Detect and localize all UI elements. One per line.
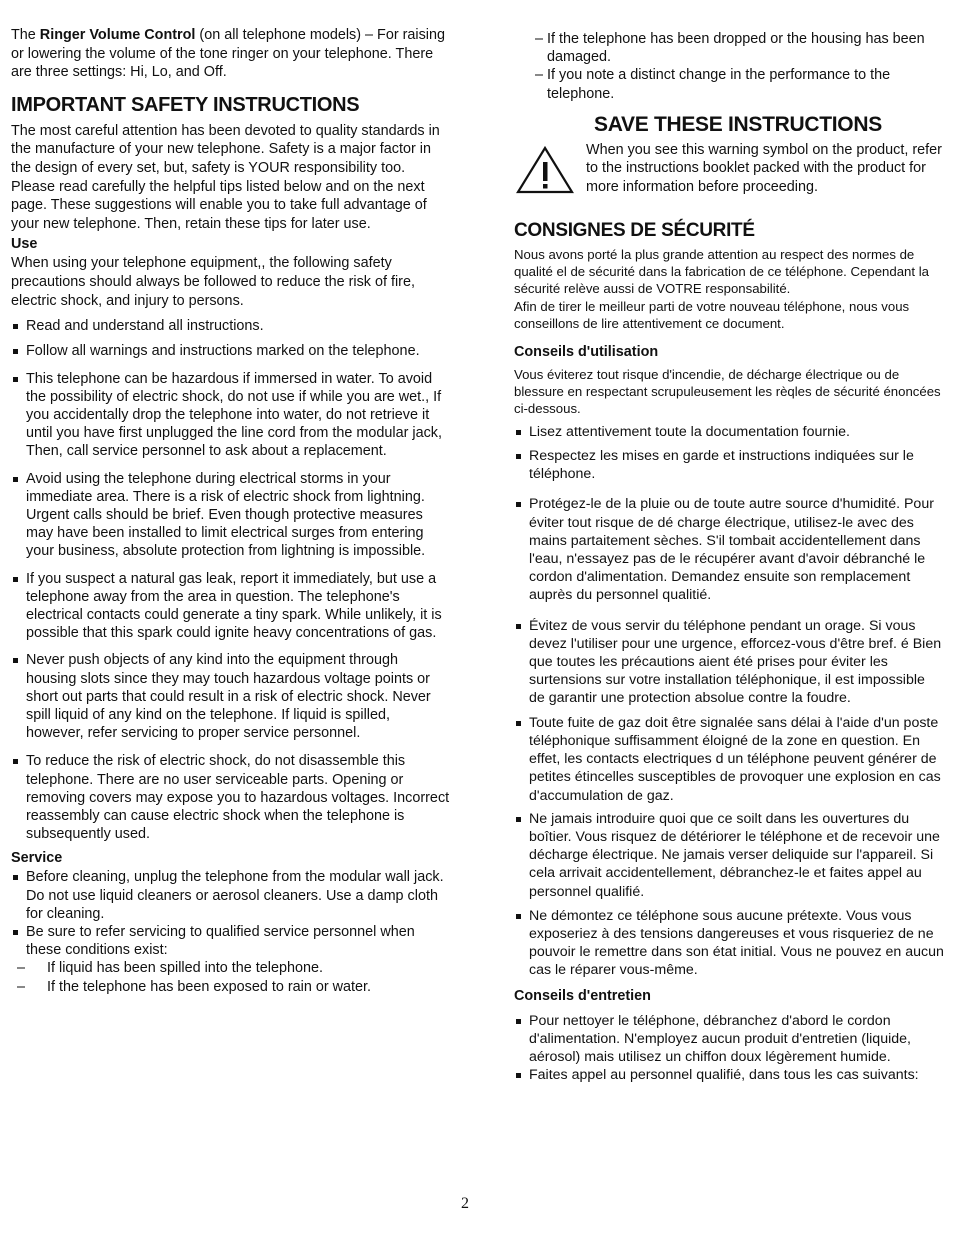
usage-paragraph: Vous éviterez tout risque d'incendie, de décharge électrique ou de blessure en respectant scrupuleusement les rèqles de sécurité énoncées ci-dessous. [514, 366, 941, 417]
warning-triangle-icon [514, 145, 576, 195]
list-item: If you suspect a natural gas leak, report it immediately, but use a telephone away from the area in question. The telephone's electrical contacts could generate a tiny spark. While unlikely, it is possible that this spark could ignite heavy concentrations of gas. [11, 570, 451, 643]
maintenance-list [514, 1012, 944, 1085]
left-column [11, 26, 451, 996]
french-section [514, 219, 944, 1085]
fr-advice-paragraph: Afin de tirer le meilleur parti de votre nouveau téléphone, nous vous conseillons de lire attentivement ce document. [514, 298, 910, 332]
page-number: 2 [461, 1195, 469, 1212]
list-item: – If the telephone has been dropped or the housing has been damaged. [514, 30, 944, 66]
list-item: Follow all warnings and instructions marked on the telephone. [11, 342, 451, 360]
list-item: Ne démontez ce téléphone sous aucune prétexte. Vous vous exposeriez à des tensions dangereuses et vous risqueriez de ne pouvoir le remettre dans son état initial. Vous ne pouvez en aucun cas le réparer vous-même. [514, 907, 944, 980]
right-column [514, 26, 944, 1084]
list-item: Protégez-le de la pluie ou de toute autre source d'humidité. Pour éviter tout risque de dé charge électrique, utilisez-le avec des mains partaitement sèches. S'il tombait accidentellement dans l'eau, n'essayez pas de le récupérer avant d'avoir débranché le cordon d'alimentation. Demandez ensuite son remplacement auprès du personnel qualitié. [514, 495, 944, 604]
list-item: Before cleaning, unplug the telephone from the modular wall jack. Do not use liquid cleaners or aerosol cleaners. Use a damp cloth for cleaning. [11, 868, 451, 923]
use-paragraph: When using your telephone equipment,, the following safety precautions should always be followed to reduce the risk of fire, electric shock, and injury to persons. [11, 255, 415, 309]
safety-instructions-title: IMPORTANT SAFETY INSTRUCTIONS [11, 93, 360, 116]
warning-block [514, 141, 944, 197]
list-item: Avoid using the telephone during electrical storms in your immediate area. There is a risk of electric shock from lightning. Urgent calls should be brief. Even though protective measures may have been installed to limit electrical surges from entering your business, absolute protection from lightning is impossible. [11, 470, 451, 561]
save-instructions-title: SAVE THESE INSTRUCTIONS [594, 112, 882, 136]
list-item: – If you note a distinct change in the performance to the telephone. [514, 66, 944, 102]
list-item: This telephone can be hazardous if immersed in water. To avoid the possibility of electric shock, do not use if while you are wet., If you accidentally drop the telephone into water, do not retrieve it until you have first unplugged the line cord from the modular jack, Then, call service personnel to ask about a replacement. [11, 370, 451, 461]
list-item: Toute fuite de gaz doit être signalée sans délai à l'aide d'un poste téléphonique suffisamment éloigné de la zone en question. En effet, les contacts electriques d un téléphone peuvent générer de petites étincelles susceptibles de provoquer une explosion en cas d'accumulation de gaz. [514, 714, 944, 805]
list-item: Respectez les mises en garde et instructions indiquées sur le téléphone. [514, 447, 944, 483]
service-list [11, 868, 451, 959]
consignes-title: CONSIGNES DE SÉCURITÉ [514, 219, 755, 241]
intro-pre: The [11, 27, 40, 43]
list-item: Pour nettoyer le téléphone, débranchez d'abord le cordon d'alimentation. N'employez aucun produit d'entretien (liquide, aérosol) mais utilisez un chiffon doux légèrement humide. [514, 1012, 944, 1067]
service-conditions-list [11, 959, 451, 995]
service-heading: Service [11, 850, 63, 867]
list-item: Évitez de vous servir du téléphone pendant un orage. Si vous devez l'utiliser pour une urgence, efforcez-vous d'être bref. é Bien que toutes les précautions aient été prises pour éviter les surtensions sur votre installation téléphonique, il est impossible de garantir une protection absolue contre la foudre. [514, 617, 944, 708]
safety-tips-paragraph: Please read carefully the helpful tips listed below and on the next page. These suggestions will enable you to take full advantage of your new telephone. Then, retain these tips for later use. [11, 178, 427, 232]
list-item: Ne jamais introduire quoi que ce soilt dans les ouvertures du boîtier. Vous risquez de détériorer le téléphone et de recevoir une décharge électrique. Ne jamais verser deliquide sur l'appareil. Si cela arrivait accidentellement, débranchez-le et faites appel au personnel qualifié. [514, 810, 944, 901]
list-item: Read and understand all instructions. [11, 317, 451, 335]
list-item: Be sure to refer servicing to qualified service personnel when these conditions exist: [11, 923, 451, 959]
list-item: – If liquid has been spilled into the telephone. [11, 959, 451, 977]
list-item: To reduce the risk of electric shock, do not disassemble this telephone. There are no user serviceable parts. Opening or removing covers may expose you to hazardous voltages. Incorrect reassembly can cause electric shock when the telephone is subsequently used. [11, 752, 451, 843]
list-item: Lisez attentivement toute la documentation fournie. [514, 423, 944, 441]
list-item: Never push objects of any kind into the equipment through housing slots since they may touch hazardous voltage points or short out parts that could result in a risk of electric shock. Never spill liquid of any kind on the telephone. If liquid is spilled, however, refer servicing to proper service personnel. [11, 651, 451, 742]
conseils-utilisation-heading: Conseils d'utilisation [514, 343, 659, 360]
use-heading: Use [11, 236, 38, 253]
conseils-entretien-heading: Conseils d'entretien [514, 987, 651, 1004]
service-conditions-continued [514, 30, 944, 103]
list-item: – If the telephone has been exposed to rain or water. [11, 978, 451, 996]
fr-intro-paragraph: Nous avons porté la plus grande attention au respect des normes de qualité el de sécurité dans la fabrication de ce téléphone. Cependant la sécurité relève aussi de VOTRE responsabilité. [514, 246, 929, 297]
list-item: Faites appel au personnel qualifié, dans tous les cas suivants: [514, 1066, 944, 1084]
ringer-volume-paragraph [11, 26, 451, 82]
ringer-volume-label: Ringer Volume Control [39, 27, 196, 43]
intro-post: (on all telephone models) – For raising or lowering the volume of the tone ringer on your telephone. There are three settings: Hi, Lo, and Off. [11, 27, 446, 81]
use-list [11, 317, 451, 843]
safety-intro-paragraph: The most careful attention has been devoted to quality standards in the manufacture of your new telephone. Safety is a major factor in the design of every set, but, safety is YOUR responsibility too. [11, 122, 440, 176]
warning-text: When you see this warning symbol on the product, refer to the instructions booklet packed with the product for more information before proceeding. [586, 141, 942, 195]
usage-list [514, 423, 944, 980]
